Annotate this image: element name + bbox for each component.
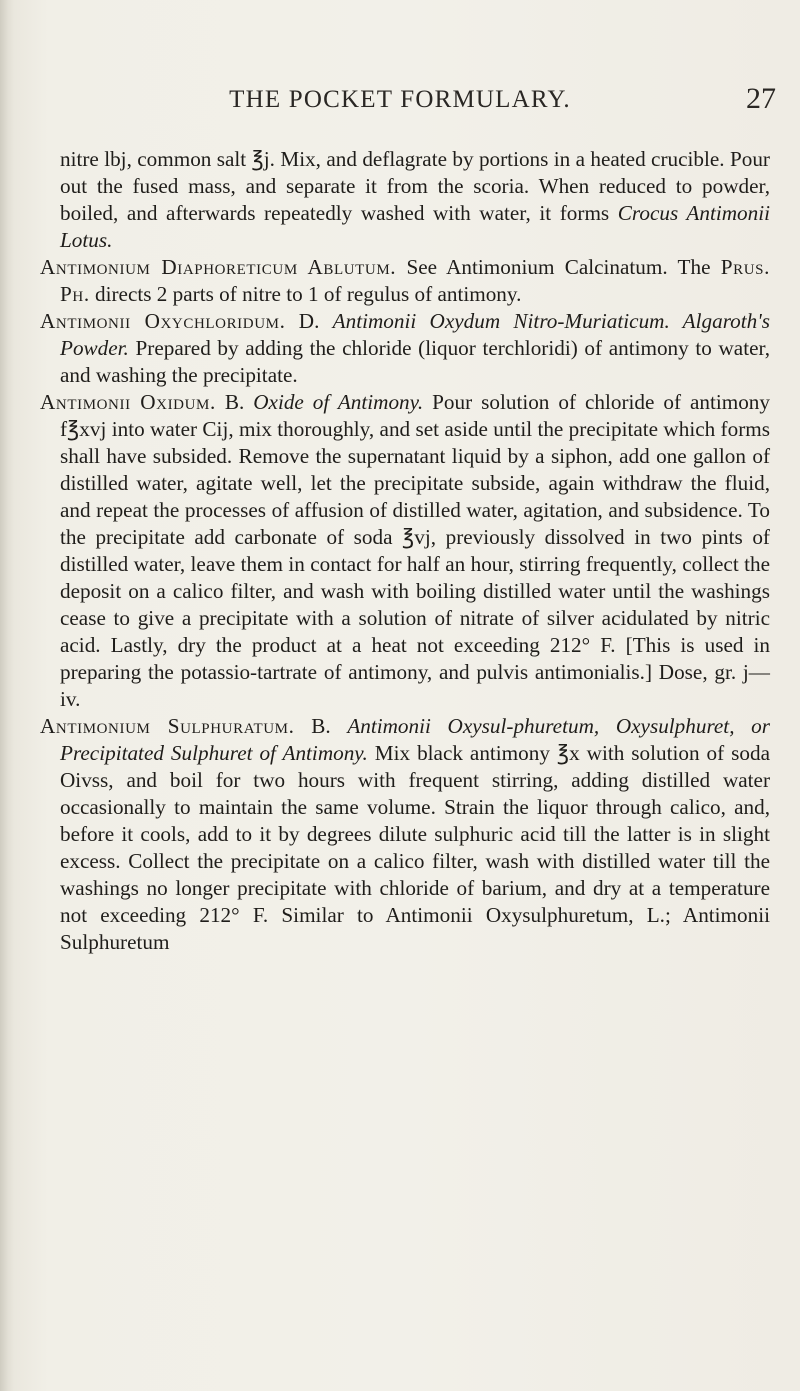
italic-term: Crocus Antimonii Lotus. (60, 201, 770, 252)
paragraph-crocus (40, 146, 770, 254)
text-run: Prepared by adding the chloride (liquor terchloridi) of antimony to water, and washing the precipitate. (60, 336, 770, 387)
text-run: See Antimonium Calcinatum. The (396, 255, 721, 279)
text-run: B. (294, 714, 348, 738)
text-run: B. (215, 390, 254, 414)
entry-antimonium-sulphuratum (40, 713, 770, 956)
entry-heading: Antimonii Oxychloridum. (40, 309, 286, 333)
entry-antimonii-oxidum (40, 389, 770, 713)
text-run: D. (285, 309, 333, 333)
entry-heading: Antimonii Oxidum. (40, 390, 216, 414)
entry-heading: Antimonium Sulphuratum. (40, 714, 295, 738)
italic-term: Antimonii Oxysul-phuretum, Oxysulphuret, or Precipitated Sulphuret of Antimony. (60, 714, 771, 765)
spine-shadow (0, 0, 14, 1391)
text-run: directs 2 parts of nitre to 1 of regulus of antimony. (89, 282, 522, 306)
text-run: Mix black antimony ℥x with solution of soda Oivss, and boil for two hours with frequent stirring, adding distilled water occasionally to maintain the same volume. Strain the liquor through calico, and, before it cools, add to it by degrees dilute sulphuric acid till the latter is in slight excess. Collect the precipitate on a calico filter, wash with distilled water till the washings no longer precipitate with chloride of barium, and dry at a temperature not exceeding 212° F. Similar to Antimonii Oxysulphuretum, L.; Antimonii Sulphuretum (60, 741, 770, 954)
italic-term: Antimonii Oxydum Nitro-Muriaticum. Algaroth's Powder. (60, 309, 771, 360)
abbreviation: Prus. Ph. (60, 255, 771, 306)
text-run: nitre lbj, common salt ℥j. Mix, and deflagrate by portions in a heated crucible. Pour out the fused mass, and separate it from the scoria. When reduced to powder, boiled, and afterwards repeatedly washed with water, it forms (60, 147, 770, 225)
page-header (0, 82, 800, 126)
page-number: 27 (746, 82, 776, 115)
entry-heading: Antimonium Diaphoreticum Ablutum. (40, 255, 397, 279)
italic-term: Oxide of Antimony. (253, 390, 424, 414)
text-run: Pour solution of chloride of antimony f℥xvj into water Cij, mix thoroughly, and set aside until the precipitate which forms shall have subsided. Remove the supernatant liquid by a siphon, add one gallon of distilled water, agitate well, let the precipitate subside, again withdraw the fluid, and repeat the processes of affusion of distilled water, agitation, and subsidence. To the precipitate add carbonate of soda ℥vj, previously dissolved in two pints of distilled water, leave them in contact for half an hour, stirring frequently, collect the deposit on a calico filter, and wash with boiling distilled water until the washings cease to give a precipitate with a solution of nitrate of silver acidulated by nitric acid. Lastly, dry the product at a heat not exceeding 212° F. [This is used in preparing the potassio-tartrate of antimony, and pulvis antimonialis.] Dose, gr. j—iv. (60, 390, 770, 711)
entry-antimonium-diaphoreticum (40, 254, 770, 308)
running-head: THE POCKET FORMULARY. (229, 86, 571, 113)
body-text (40, 146, 770, 956)
entry-antimonii-oxychloridum (40, 308, 770, 389)
